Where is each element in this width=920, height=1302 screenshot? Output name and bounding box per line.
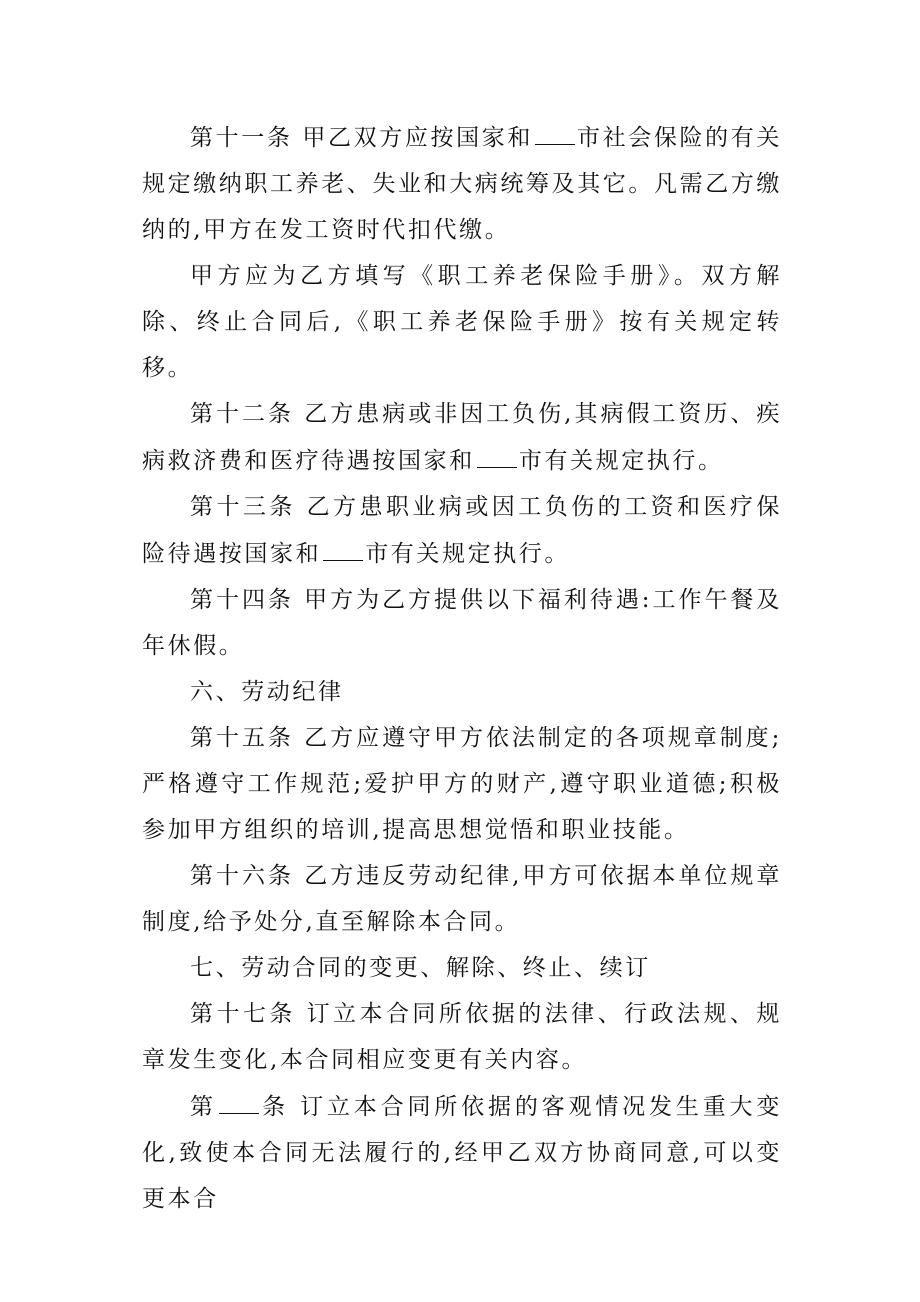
clause-blank-number-paragraph xyxy=(142,1083,782,1222)
section-heading-text: 七、劳动合同的变更、解除、终止、续订 xyxy=(190,955,651,981)
clause-text: 条 订立本合同所依据的客观情况发生重大变化,致使本合同无法履行的,经甲乙双方协商同意,可以变更本合 xyxy=(142,1094,782,1212)
clause-text: 市有关规定执行。 xyxy=(365,541,571,567)
clause-text: 第十三条 乙方患职业病或因工负伤的工资和医疗保险待遇按国家和 xyxy=(142,494,782,567)
clause-text: 第十七条 订立本合同所依据的法律、行政法规、规章发生变化,本合同相应变更有关内容。 xyxy=(142,1001,782,1073)
clause-13-paragraph xyxy=(142,484,782,577)
clause-15-paragraph xyxy=(142,715,782,853)
clause-text: 第十六条 乙方违反劳动纪律,甲方可依据本单位规章制度,给予处分,直至解除本合同。 xyxy=(142,863,782,935)
section-heading-contract-change xyxy=(142,945,782,991)
blank-line xyxy=(535,114,575,145)
clause-11-paragraph xyxy=(142,114,782,253)
clause-16-paragraph xyxy=(142,853,782,945)
clause-text: 第 xyxy=(190,1094,217,1120)
section-heading-text: 六、劳动纪律 xyxy=(190,679,344,705)
clause-text: 市有关规定执行。 xyxy=(518,448,724,474)
clause-text: 第十二条 乙方患病或非因工负伤,其病假工资历、疾病救济费和医疗待遇按国家和 xyxy=(142,401,782,474)
clause-14-paragraph xyxy=(142,577,782,669)
section-heading-labor-discipline xyxy=(142,669,782,715)
document-page xyxy=(142,114,782,1222)
clause-12-paragraph xyxy=(142,391,782,484)
blank-line xyxy=(323,530,363,561)
pension-handbook-paragraph xyxy=(142,253,782,391)
clause-text: 第十五条 乙方应遵守甲方依法制定的各项规章制度;严格遵守工作规范;爱护甲方的财产,遵守职业道德;积极参加甲方组织的培训,提高思想觉悟和职业技能。 xyxy=(142,725,782,843)
clause-17-paragraph xyxy=(142,991,782,1083)
clause-text: 第十一条 甲乙双方应按国家和 xyxy=(190,125,534,151)
blank-line xyxy=(477,437,517,468)
clause-text: 第十四条 甲方为乙方提供以下福利待遇:工作午餐及年休假。 xyxy=(142,587,782,659)
blank-line xyxy=(219,1083,259,1114)
clause-text: 甲方应为乙方填写《职工养老保险手册》。双方解除、终止合同后,《职工养老保险手册》按有关规定转移。 xyxy=(142,263,782,381)
clause-text: 市社会保险的有关规定缴纳职工养老、失业和大病统筹及其它。凡需乙方缴纳的,甲方在发工资时代扣代缴。 xyxy=(142,125,782,243)
